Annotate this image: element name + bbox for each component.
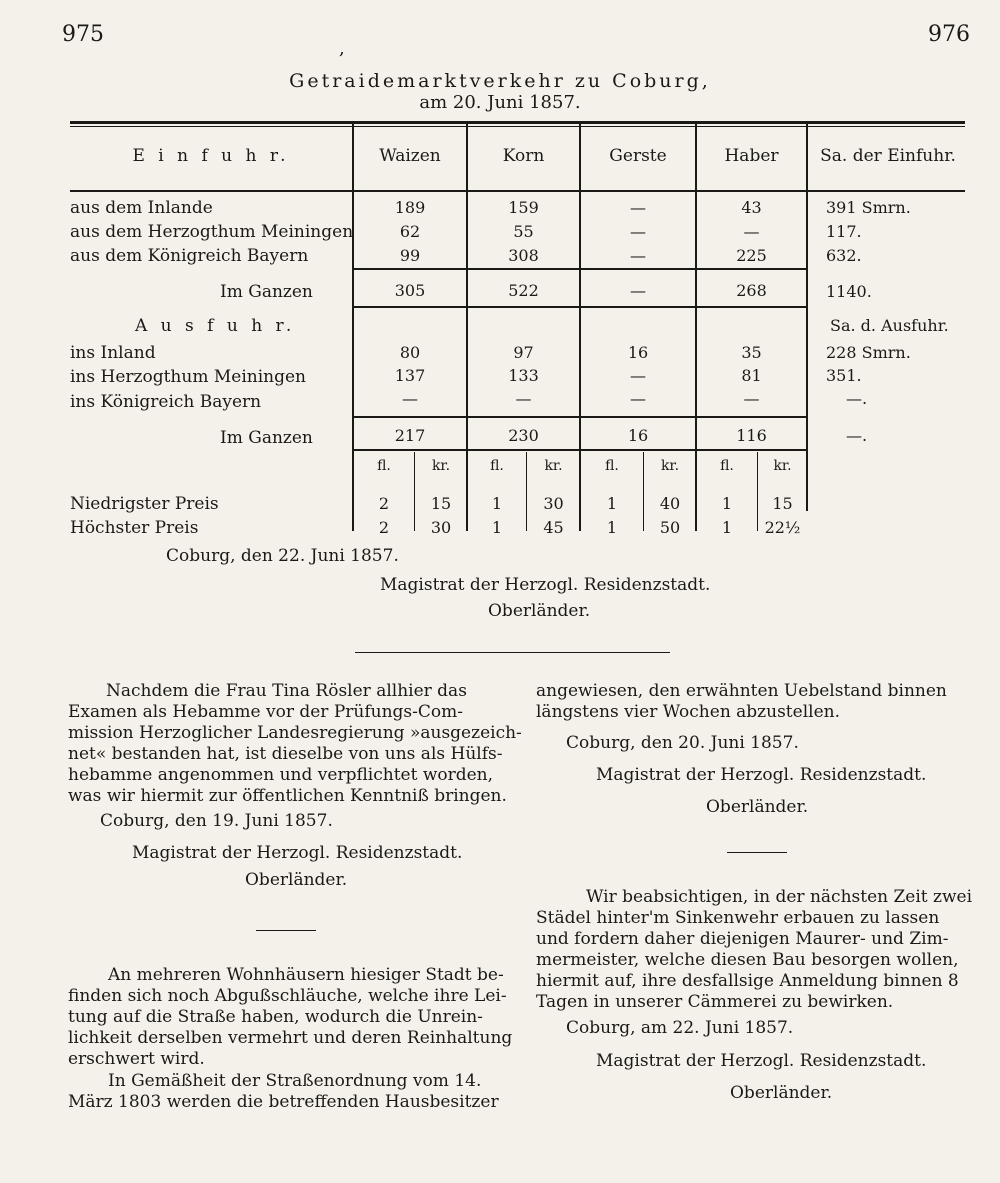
price-unit-fl: fl.: [720, 458, 734, 474]
import-sum: 632.: [826, 246, 862, 265]
notice-place-date: Coburg, den 20. Juni 1857.: [566, 733, 799, 753]
export-total-sum: —.: [846, 426, 868, 445]
notice-authority: Magistrat der Herzogl. Residenzstadt.: [132, 843, 463, 863]
stray-mark: ,: [339, 38, 345, 59]
price-unit-kr: kr.: [544, 458, 563, 474]
notice-line: Wir beabsichtigen, in der nächsten Zeit zwei: [586, 887, 973, 907]
header-sum-einfuhr: Sa. der Einfuhr.: [820, 146, 956, 166]
export-sum: —.: [846, 389, 868, 408]
export-row-label: ins Königreich Bayern: [70, 392, 262, 412]
price-cell: 1: [606, 518, 618, 537]
export-total-cell: 230: [508, 426, 539, 445]
notice-line: An mehreren Wohnhäusern hiesiger Stadt be-: [108, 965, 504, 985]
price-cell: 1: [721, 494, 733, 513]
notice-place-date: Coburg, den 19. Juni 1857.: [100, 811, 333, 831]
import-cell: 43: [741, 198, 762, 217]
export-total-cell: 116: [736, 426, 767, 445]
import-cell: —: [743, 222, 760, 241]
notice-line: hiermit auf, ihre desfallsige Anmeldung binnen 8: [536, 971, 959, 991]
price-cell: 2: [378, 494, 390, 513]
header-gerste: Gerste: [609, 146, 667, 166]
import-total-cell: 268: [736, 281, 767, 300]
notice-line: Nachdem die Frau Tina Rösler allhier das: [106, 681, 467, 701]
price-cell: 30: [430, 518, 452, 537]
import-row-label: aus dem Inlande: [70, 198, 213, 218]
price-cell: 1: [491, 494, 503, 513]
import-cell: 225: [736, 246, 767, 265]
price-subrule-gerste: [643, 452, 644, 531]
export-cell: —: [515, 389, 532, 408]
price-subrule-haber: [757, 452, 758, 531]
notice-line: Tagen in unserer Cämmerei zu bewirken.: [536, 992, 894, 1012]
notice-signature: Oberländer.: [730, 1083, 833, 1103]
import-cell: —: [630, 198, 646, 217]
price-cell: 15: [772, 494, 793, 513]
col-rule-5: [806, 121, 808, 511]
export-cell: —: [402, 389, 418, 408]
price-row-label: Niedrigster Preis: [70, 494, 219, 514]
price-unit-fl: fl.: [490, 458, 504, 474]
import-total-cell: 305: [394, 281, 426, 300]
import-cell: —: [630, 222, 646, 241]
price-unit-fl: fl.: [605, 458, 619, 474]
ausfuhr-label: A u s f u h r.: [135, 316, 296, 336]
price-cell: 1: [606, 494, 618, 513]
notice-line: erschwert wird.: [68, 1049, 205, 1069]
section-separator: [355, 652, 670, 653]
export-cell: —: [630, 366, 646, 385]
price-subrule-korn: [526, 452, 527, 531]
notice-line: lichkeit derselben vermehrt und deren Reinhaltung: [68, 1028, 513, 1048]
notice-place-date: Coburg, am 22. Juni 1857.: [566, 1018, 794, 1038]
price-cell: 15: [430, 494, 452, 513]
import-row-label: aus dem Herzogthum Meiningen: [70, 222, 354, 242]
market-place-date: Coburg, den 22. Juni 1857.: [166, 546, 399, 566]
import-sum: 117.: [826, 222, 862, 241]
page-number-left: 975: [62, 22, 104, 47]
table-top-rule: [70, 121, 965, 124]
import-cell: 99: [399, 246, 421, 265]
market-date: am 20. Juni 1857.: [419, 92, 581, 113]
export-sum: 351.: [826, 366, 862, 385]
price-cell: 30: [543, 494, 564, 513]
left-separator: [256, 930, 316, 931]
notice-signature: Oberländer.: [706, 797, 809, 817]
notice-line: finden sich noch Abgußschläuche, welche ihre Lei-: [68, 986, 507, 1006]
import-cell: 62: [399, 222, 421, 241]
export-total-cell: 217: [394, 426, 426, 445]
page-number-right: 976: [928, 22, 970, 47]
price-unit-fl: fl.: [377, 458, 391, 474]
export-cell: 35: [741, 343, 762, 362]
header-korn: Korn: [502, 146, 545, 166]
import-cell: 159: [508, 198, 539, 217]
notice-line: net« bestanden hat, ist dieselbe von uns als Hülfs-: [68, 744, 503, 764]
price-unit-kr: kr.: [660, 458, 680, 474]
price-cell: 1: [491, 518, 503, 537]
notice-line: In Gemäßheit der Straßenordnung vom 14.: [108, 1071, 482, 1091]
notice-line: März 1803 werden die betreffenden Hausbesitzer: [68, 1092, 499, 1112]
price-unit-kr: kr.: [431, 458, 451, 474]
header-haber: Haber: [724, 146, 779, 166]
market-signature: Oberländer.: [488, 601, 591, 621]
header-waizen: Waizen: [379, 146, 441, 166]
notice-line: was wir hiermit zur öffentlichen Kenntniß bringen.: [68, 786, 507, 806]
import-total-label: Im Ganzen: [220, 282, 313, 302]
export-cell: 97: [513, 343, 534, 362]
market-authority: Magistrat der Herzogl. Residenzstadt.: [380, 575, 711, 595]
import-cell: —: [630, 246, 646, 265]
export-cell: 16: [627, 343, 649, 362]
table-header-rule: [70, 190, 965, 192]
notice-line: hebamme angenommen und verpflichtet worden,: [68, 765, 494, 785]
export-row-label: ins Herzogthum Meiningen: [70, 367, 306, 387]
import-row-label: aus dem Königreich Bayern: [70, 246, 309, 266]
table-top-rule-thin: [70, 126, 965, 127]
price-cell: 22½: [764, 518, 801, 537]
import-total-cell: 522: [508, 281, 539, 300]
notice-line: mission Herzoglicher Landesregierung »ausgezeich-: [68, 723, 522, 743]
notice-authority: Magistrat der Herzogl. Residenzstadt.: [596, 1051, 927, 1071]
price-cell: 50: [659, 518, 681, 537]
import-total-sum: 1140.: [826, 282, 872, 301]
export-total-cell: 16: [627, 426, 649, 445]
import-sum: 391 Smrn.: [826, 198, 911, 217]
notice-line: längstens vier Wochen abzustellen.: [536, 702, 840, 722]
export-cell: —: [630, 389, 646, 408]
price-unit-kr: kr.: [773, 458, 792, 474]
export-cell: 80: [399, 343, 421, 362]
notice-line: tung auf die Straße haben, wodurch die Unrein-: [68, 1007, 483, 1027]
right-separator: [727, 852, 787, 853]
price-row-label: Höchster Preis: [70, 518, 199, 538]
sum-ausfuhr-label: Sa. d. Ausfuhr.: [830, 316, 949, 335]
notice-line: und fordern daher diejenigen Maurer- und Zim-: [536, 929, 949, 949]
export-total-label: Im Ganzen: [220, 428, 313, 448]
notice-line: mermeister, welche diesen Bau besorgen wollen,: [536, 950, 959, 970]
export-sum: 228 Smrn.: [826, 343, 911, 362]
price-cell: 40: [659, 494, 681, 513]
notice-signature: Oberländer.: [245, 870, 348, 890]
notice-line: angewiesen, den erwähnten Uebelstand binnen: [536, 681, 947, 701]
import-cell: 189: [394, 198, 426, 217]
notice-line: Examen als Hebamme vor der Prüfungs-Com-: [68, 702, 463, 722]
header-einfuhr: E i n f u h r.: [132, 146, 290, 166]
market-title: Getraidemarktverkehr zu Coburg,: [289, 70, 711, 92]
export-cell: 137: [394, 366, 426, 385]
price-cell: 2: [378, 518, 390, 537]
price-cell: 45: [543, 518, 564, 537]
export-row-label: ins Inland: [70, 343, 156, 363]
import-cell: 55: [513, 222, 534, 241]
export-cell: 81: [741, 366, 762, 385]
import-total-cell: —: [630, 281, 646, 300]
price-subrule-waizen: [414, 452, 415, 531]
notice-line: Städel hinter'm Sinkenwehr erbauen zu lassen: [536, 908, 940, 928]
export-cell: —: [743, 389, 760, 408]
export-cell: 133: [508, 366, 539, 385]
price-cell: 1: [721, 518, 733, 537]
notice-authority: Magistrat der Herzogl. Residenzstadt.: [596, 765, 927, 785]
import-cell: 308: [508, 246, 539, 265]
